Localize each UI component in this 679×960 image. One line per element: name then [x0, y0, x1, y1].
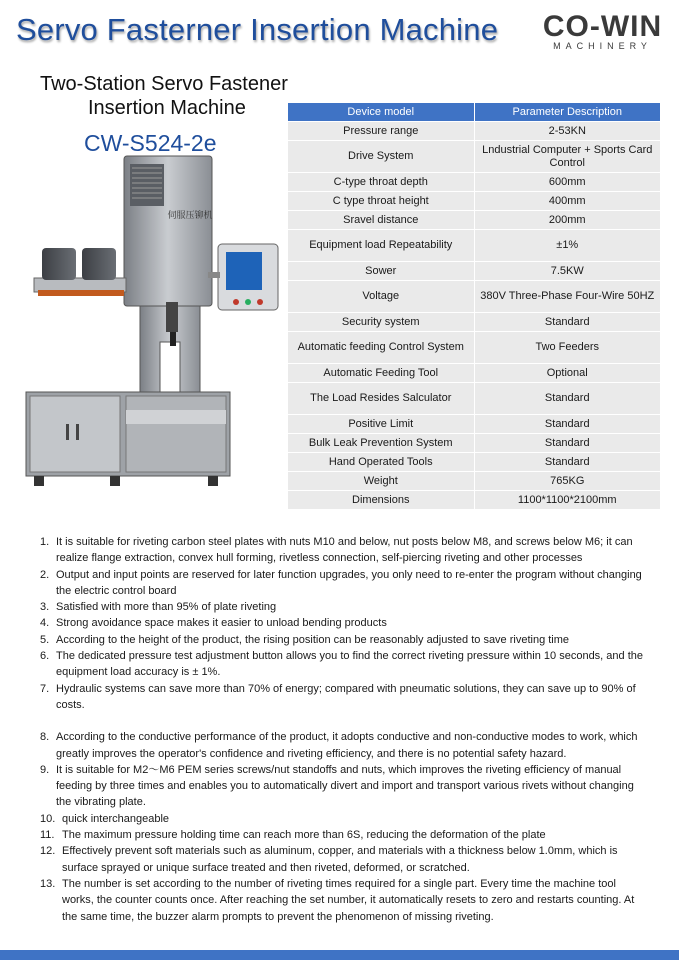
feature-text: It is suitable for M2～M6 PEM series screws/nut standoffs and nuts, which improves the riveting efficiency of manual feeding by three times and enables you to automatically divert and import and transport various rivets without changing the vibrating plate. — [56, 763, 634, 809]
machine-photo — [22, 152, 284, 492]
spec-row-power — [288, 262, 661, 281]
feature-text: quick interchangeable — [62, 812, 170, 825]
feature-number: 13. — [40, 877, 56, 890]
feature-item — [40, 729, 650, 762]
spec-param: Voltage — [288, 281, 475, 313]
spec-value: 2-53KN — [474, 122, 661, 141]
spec-row-feeding-control — [288, 332, 661, 364]
spec-value: Lndustrial Computer + Sports Card Control — [474, 141, 661, 173]
product-title-line2: Insertion Machine — [88, 97, 246, 119]
spec-row-load-calculator — [288, 383, 661, 415]
feature-number: 8. — [40, 731, 50, 744]
spec-row-voltage — [288, 281, 661, 313]
spec-param: Hand Operated Tools — [288, 453, 475, 472]
machine-label: 伺服压铆机 — [167, 211, 213, 221]
spec-row-throat-depth — [288, 173, 661, 192]
feature-item — [40, 681, 650, 714]
spec-value: 200mm — [474, 211, 661, 230]
spec-value: Two Feeders — [474, 332, 661, 364]
spec-row-drive-system — [288, 141, 661, 173]
product-title-line1: Two-Station Servo Fastener — [40, 73, 288, 95]
spec-row-positive-limit — [288, 415, 661, 434]
spec-param: Pressure range — [288, 122, 475, 141]
feature-text: Hydraulic systems can save more than 70% of energy; compared with pneumatic solutions, they can save up to 90% of costs. — [56, 682, 636, 711]
spec-param: C type throat height — [288, 192, 475, 211]
feature-number: 12. — [40, 845, 56, 858]
spec-value: Standard — [474, 415, 661, 434]
spec-param: Automatic feeding Control System — [288, 332, 475, 364]
feature-item — [40, 615, 650, 631]
spec-value: 600mm — [474, 173, 661, 192]
spec-value: Standard — [474, 313, 661, 332]
feature-item — [40, 648, 650, 681]
spec-value: Optional — [474, 364, 661, 383]
spec-value: Standard — [474, 434, 661, 453]
spec-row-dimensions — [288, 491, 661, 510]
feature-item — [40, 632, 650, 648]
feature-number: 4. — [40, 617, 50, 630]
spec-param: Weight — [288, 472, 475, 491]
logo-wordmark: CO-WIN — [542, 10, 663, 43]
touch-screen — [226, 252, 262, 290]
feature-item — [40, 843, 650, 876]
spec-value: 1100*1100*2100mm — [474, 491, 661, 510]
feature-number: 9. — [40, 763, 50, 776]
spec-param: Equipment load Repeatability — [288, 230, 475, 262]
feature-number: 11. — [40, 829, 55, 842]
spec-row-security-system — [288, 313, 661, 332]
feature-item — [40, 827, 650, 843]
spec-param: Sower — [288, 262, 475, 281]
feature-item — [40, 599, 650, 615]
feature-text: According to the conductive performance of the product, it adopts conductive and non-conductive modes to work, which greatly improves the operator's confidence and riveting efficiency, and there is no potential safety hazard. — [56, 731, 638, 760]
feature-number: 1. — [40, 536, 50, 548]
spec-row-load-repeatability — [288, 230, 661, 262]
feature-list — [40, 534, 650, 925]
feature-number: 2. — [40, 568, 50, 581]
feature-item — [40, 876, 650, 925]
feature-text: Strong avoidance space makes it easier to unload bending products — [56, 617, 387, 630]
spec-param: Positive Limit — [288, 415, 475, 434]
feature-number: 7. — [40, 682, 50, 695]
spec-row-hand-tools — [288, 453, 661, 472]
spec-param: Dimensions — [288, 491, 475, 510]
feature-text: According to the height of the product, the rising position can be reasonably adjusted to save riveting time — [56, 633, 570, 646]
feature-number: 3. — [40, 601, 50, 614]
company-logo — [540, 10, 665, 54]
spec-param: Drive System — [288, 141, 475, 173]
feature-text: The maximum pressure holding time can reach more than 6S, reducing the deformation of the plate — [62, 829, 546, 842]
feature-text: The number is set according to the number of riveting times required for a single part. Every time the machine tool works, the counter counts once. After reaching the set number, it automatically resets to zero and restarts counting. At the same time, the buzzer alarm prompts to prevent the phenomenon of missing riveting. — [62, 877, 635, 923]
spec-param: The Load Resides Salculator — [288, 383, 475, 415]
model-code: CW-S524-2e — [84, 130, 217, 156]
spec-param: Security system — [288, 313, 475, 332]
feature-number: 10. — [40, 812, 56, 825]
spec-row-throat-height — [288, 192, 661, 211]
spec-row-feeding-tool — [288, 364, 661, 383]
logo-tagline: MACHINERY — [553, 41, 652, 51]
spec-param: Sravel distance — [288, 211, 475, 230]
spec-header-value: Parameter Description — [474, 103, 661, 122]
spec-value: Standard — [474, 383, 661, 415]
spec-param: Bulk Leak Prevention System — [288, 434, 475, 453]
feature-text: It is suitable for riveting carbon steel plates with nuts M10 and below, nut posts below M8, and screws below M6; it can realize flange extraction, convex hull forming, rivetless connection, self-piercing riveting and other processes — [56, 536, 633, 565]
spec-row-pressure-range — [288, 122, 661, 141]
feature-item — [40, 567, 650, 600]
feature-number: 5. — [40, 633, 50, 646]
spec-row-leak-prevention — [288, 434, 661, 453]
feature-text: The dedicated pressure test adjustment button allows you to find the correct riveting pressure within 10 seconds, and the equipment load accuracy is ± 1%. — [56, 650, 643, 679]
spec-value: ±1% — [474, 230, 661, 262]
spec-header-row — [288, 103, 661, 122]
spec-param: Automatic Feeding Tool — [288, 364, 475, 383]
feature-text: Effectively prevent soft materials such as aluminum, copper, and materials with a thickness below 1.0mm, which is surface sprayed or unique surface treated and then riveted, deformed, or scratched. — [62, 845, 618, 874]
spec-value: 380V Three-Phase Four-Wire 50HZ — [474, 281, 661, 313]
footer-bar — [0, 950, 679, 960]
feature-item — [40, 811, 650, 827]
spec-value: 7.5KW — [474, 262, 661, 281]
feature-item — [40, 762, 650, 811]
spec-row-weight — [288, 472, 661, 491]
feature-number: 6. — [40, 650, 50, 663]
spec-value: Standard — [474, 453, 661, 472]
page-title: Servo Fasterner Insertion Machine — [16, 12, 499, 47]
feature-item — [40, 534, 650, 567]
feature-text: Output and input points are reserved for later function upgrades, you only need to re-enter the program without changing the electric control board — [56, 568, 642, 597]
spec-value: 400mm — [474, 192, 661, 211]
spec-header-param: Device model — [288, 103, 475, 122]
spec-param: C-type throat depth — [288, 173, 475, 192]
spec-value: 765KG — [474, 472, 661, 491]
page-header — [0, 0, 679, 64]
feature-text: Satisfied with more than 95% of plate riveting — [56, 601, 277, 614]
spec-row-travel-distance — [288, 211, 661, 230]
vent-grille — [130, 164, 164, 206]
spec-table — [287, 102, 661, 510]
